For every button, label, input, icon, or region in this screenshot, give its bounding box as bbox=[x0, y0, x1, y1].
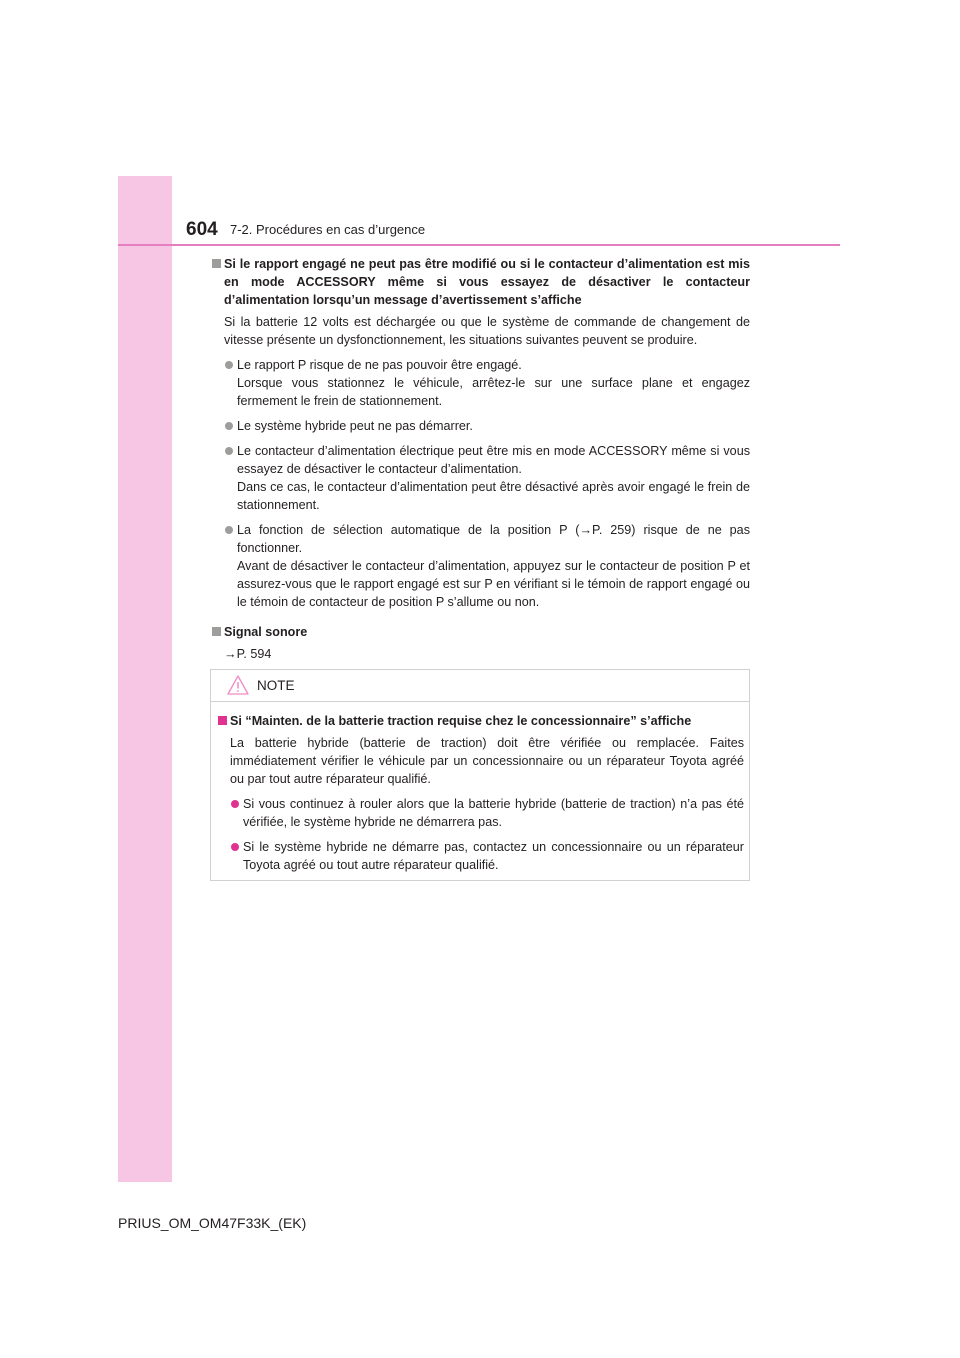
list-item bbox=[218, 838, 744, 874]
bullet-lead: Le contacteur d’alimentation électrique peut être mis en mode ACCESSORY même si vous essayez de désactiver le contacteur d’alimentation. bbox=[237, 444, 750, 476]
list-item bbox=[218, 795, 744, 831]
note-label: NOTE bbox=[257, 678, 295, 693]
heading-text: Si “Mainten. de la batterie traction requise chez le concessionnaire” s’affiche bbox=[230, 714, 692, 728]
heading-text: Signal sonore bbox=[224, 625, 308, 639]
bullet-detail: Dans ce cas, le contacteur d’alimentation peut être désactivé après avoir engagé le frein de stationnement. bbox=[237, 480, 750, 512]
note-body bbox=[218, 712, 744, 874]
bullet-detail: Avant de désactiver le contacteur d’alimentation, appuyez sur le contacteur de position P et assurez-vous que le rapport engagé est sur P en vérifiant si le témoin de rapport engagé ou le témoin de contacteur de position P s’allume ou non. bbox=[237, 559, 750, 609]
heading-text: Si le rapport engagé ne peut pas être modifié ou si le contacteur d’alimentation est mis en mode ACCESSORY même si vous essayez de désactiver le contacteur d’alimentation lorsqu’un message d’avertissement s’affiche bbox=[224, 257, 750, 307]
circle-bullet-icon bbox=[225, 447, 233, 455]
list-item bbox=[212, 442, 750, 514]
bullet-detail: Lorsque vous stationnez le véhicule, arrêtez-le sur une surface plane et engagez fermement le frein de stationnement. bbox=[237, 376, 750, 408]
intro-paragraph: Si la batterie 12 volts est déchargée ou que le système de commande de changement de vitesse présente un dysfonctionnement, les situations suivantes peuvent se produire. bbox=[224, 315, 750, 347]
circle-bullet-icon bbox=[225, 422, 233, 430]
square-bullet-icon bbox=[212, 627, 221, 636]
bullet-text: Si vous continuez à rouler alors que la batterie hybride (batterie de traction) n’a pas été vérifiée, le système hybride ne démarrera pas. bbox=[243, 797, 744, 829]
page-reference: →P. 594 bbox=[224, 647, 272, 661]
note-box bbox=[210, 669, 750, 881]
section-heading-shift bbox=[212, 255, 750, 309]
header-rule bbox=[118, 244, 840, 246]
circle-bullet-icon bbox=[225, 526, 233, 534]
bullet-lead: La fonction de sélection automatique de la position P (→P. 259) risque de ne pas fonctionner. bbox=[237, 523, 750, 555]
note-intro: La batterie hybride (batterie de traction) doit être vérifiée ou remplacée. Faites immédiatement vérifier le véhicule par un concessionnaire ou un réparateur Toyota agréé ou par tout autre réparateur qualifié. bbox=[230, 736, 744, 786]
circle-bullet-icon bbox=[231, 800, 239, 808]
footer-document-code: PRIUS_OM_OM47F33K_(EK) bbox=[118, 1215, 307, 1231]
circle-bullet-icon bbox=[231, 843, 239, 851]
list-item bbox=[212, 356, 750, 410]
circle-bullet-icon bbox=[225, 361, 233, 369]
bullet-text: Si le système hybride ne démarre pas, contactez un concessionnaire ou un réparateur Toyota agréé ou tout autre réparateur qualifié. bbox=[243, 840, 744, 872]
list-item bbox=[212, 521, 750, 611]
section-heading-signal bbox=[212, 623, 750, 641]
square-bullet-icon bbox=[212, 259, 221, 268]
section-title: 7-2. Procédures en cas d’urgence bbox=[230, 222, 426, 237]
square-bullet-icon bbox=[218, 716, 227, 725]
warning-triangle-icon bbox=[227, 675, 249, 695]
bullet-lead: Le rapport P risque de ne pas pouvoir être engagé. bbox=[237, 358, 522, 372]
main-content bbox=[212, 255, 750, 663]
note-heading bbox=[218, 712, 744, 730]
page-number: 604 bbox=[186, 219, 218, 240]
chapter-tab-sidebar bbox=[118, 176, 172, 1182]
list-item bbox=[212, 417, 750, 435]
note-header bbox=[211, 670, 749, 702]
bullet-lead: Le système hybride peut ne pas démarrer. bbox=[237, 419, 473, 433]
